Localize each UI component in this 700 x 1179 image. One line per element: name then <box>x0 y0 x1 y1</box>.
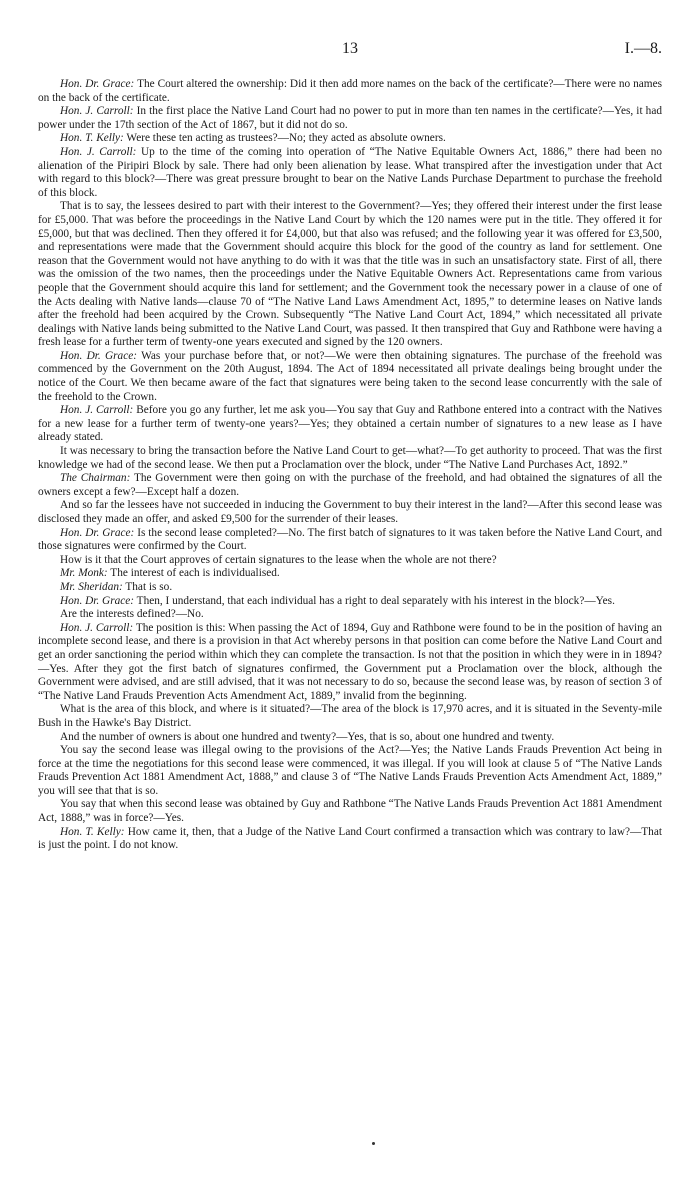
speaker-name: Hon. J. Carroll: <box>60 145 137 158</box>
paragraph-text: That is to say, the lessees desired to part with their interest to the Government?—Yes; they offered their interest under the first lease for £5,000. That was before the proceedings in the Native Land Court by which the 120 names were put in the title. They offered it for £5,000, but that was declined. Then they offered it for £4,000, but that also was refused; and the following year it was offered for £3,500, and representations were made that the Government should acquire this block for the good of the country as land for settlement. One reason that the Government would not have anything to do with it was that the title was in such an unsatisfactory state. First of all, there was the omission of the two names, then the proceedings under the Native Equitable Owners Act. Representations came from various people that the Government should acquire this land for settlement; and the Government took the necessary power in a clause of one of the Acts dealing with Native lands—clause 70 of “The Native Land Laws Amendment Act, 1895,” to determine leases on Native lands after the freehold had been acquired by the Crown. Subsequently “The Native Land Court Act, 1894,” which necessitated all private dealings with Native lands being submitted to the Native Land Court, was passed. It then transpired that Guy and Rathbone were having a fresh lease for a further term of twenty-one years executed and signed by the 120 owners. <box>38 200 662 349</box>
speaker-name: Hon. T. Kelly: <box>60 132 124 145</box>
speaker-name: Hon. J. Carroll: <box>60 621 134 634</box>
paragraph-text: The interest of each is individualised. <box>107 567 280 580</box>
paragraph <box>38 350 662 404</box>
paragraph-text: You say the second lease was illegal owing to the provisions of the Act?—Yes; the Native Lands Frauds Prevention Act being in force at the time the negotiations for this second lease were commenced, it was illegal. If you will look at clause 5 of “The Native Lands Frauds Prevention Act 1881 Amendment Act, 1888,” and clause 3 of “The Native Lands Frauds Prevention Acts Amendment Act, 1889,” you will see that that is so. <box>38 744 662 797</box>
speaker-name: The Chairman: <box>60 472 131 485</box>
speaker-name: Hon. T. Kelly: <box>60 825 125 838</box>
paragraph <box>38 608 662 622</box>
speaker-name: Mr. Sheridan: <box>60 580 123 593</box>
document-reference: I.—8. <box>624 40 662 57</box>
paragraph <box>38 581 662 595</box>
paragraph-text: How is it that the Court approves of certain signatures to the lease when the whole are not there? <box>60 553 497 566</box>
paragraph-text: The position is this: When passing the Act of 1894, Guy and Rathbone were found to be in the position of having an incomplete second lease, and there is a provision in that Act whereby persons in that position can come before the Native Land Court and get an order sanctioning the period within which they can complete the transaction. Is not that the position in which they were in in 1894?—Yes. After they got the first batch of signatures confirmed, the Government put a Proclamation over the block, although the Government were advised, and are still advised, that it was not necessary to do so, because the second lease was, by reason of section 3 of “The Native Land Frauds Prevention Acts Amendment Act, 1889,” invalid from the beginning. <box>38 621 663 702</box>
paragraph-text: What is the area of this block, and where is it situated?—The area of the block is 17,970 acres, and it is situated in the Seventy-mile Bush in the Hawke's Bay District. <box>38 703 662 729</box>
paragraph <box>38 703 662 730</box>
paragraph <box>38 567 662 581</box>
paragraph <box>38 499 662 526</box>
paragraph-text: The Court altered the ownership: Did it then add more names on the back of the certificate?—There were no names on the back of the certificate. <box>38 78 662 104</box>
page-number: 13 <box>342 40 358 57</box>
speaker-name: Hon. Dr. Grace: <box>60 594 135 607</box>
paragraph <box>38 554 662 568</box>
paragraph-text: And so far the lessees have not succeeded in inducing the Government to buy their interest in the land?—After this second lease was disclosed they made an offer, and asked £9,500 for the surrender of their leases. <box>38 499 662 525</box>
paragraph-text: In the first place the Native Land Court had no power to put in more than ten names in the certificate?—Yes, it had power under the 17th section of the Act of 1867, but it did not do so. <box>38 105 662 131</box>
paragraph-text: It was necessary to bring the transaction before the Native Land Court to get—what?—To get authority to proceed. That was the first knowledge we had of the second lease. We then put a Proclamation over the block, under “The Native Land Purchases Act, 1892.” <box>38 445 662 471</box>
paragraph-text: How came it, then, that a Judge of the Native Land Court confirmed a transaction which was contrary to law?—That is just the point. I do not know. <box>38 825 662 852</box>
paragraph-text: Were these ten acting as trustees?—No; they acted as absolute owners. <box>123 132 446 145</box>
footer-mark <box>372 1142 375 1145</box>
paragraph-text: Up to the time of the coming into operation of “The Native Equitable Owners Act, 1886,” there had been no alienation of the Piripiri Block by sale. There had only been alienation by lease. What transpired after the investigation under that Act with regard to this block?—There was great pressure brought to bear on the Native Lands Purchase Department to purchase the freehold of this block. <box>38 145 662 199</box>
speaker-name: Hon. J. Carroll: <box>60 404 134 417</box>
paragraph-text: You say that when this second lease was obtained by Guy and Rathbone “The Native Lands Frauds Prevention Act 1881 Amendment Act, 1888,” was in force?—Yes. <box>38 798 662 825</box>
paragraph-text: The Government were then going on with the purchase of the freehold, and had obtained the signatures of all the owners except a few?—Except half a dozen. <box>38 472 662 498</box>
paragraph-text: Is the second lease completed?—No. The first batch of signatures to it was taken before the Native Land Court, and those signatures were confirmed by the Court. <box>38 526 662 553</box>
paragraph <box>38 146 662 200</box>
paragraph <box>38 527 662 554</box>
paragraph-text: Are the interests defined?—No. <box>60 608 204 621</box>
paragraph-text: Then, I understand, that each individual has a right to deal separately with his interest in the block?—Yes. <box>134 594 615 607</box>
paragraph <box>38 798 662 825</box>
paragraph <box>38 744 662 798</box>
paragraph <box>38 595 662 609</box>
page-header <box>38 40 662 62</box>
paragraph <box>38 132 662 146</box>
speaker-name: Hon. Dr. Grace: <box>60 78 135 90</box>
paragraph-text: That is so. <box>122 580 173 593</box>
paragraph-text: And the number of owners is about one hundred and twenty?—Yes, that is so, about one hundred and twenty. <box>60 730 555 743</box>
paragraph <box>38 472 662 499</box>
paragraph <box>38 622 662 704</box>
paragraph <box>38 200 662 350</box>
paragraph-text: Was your purchase before that, or not?—We were then obtaining signatures. The purchase of the freehold was commenced by the Government on the 20th August, 1894. The Act of 1894 necessitated all private dealings being brought under the notice of the Court. We then became aware of the fact that signatures were being taken to the second lease concurrently with the sale of the freehold to the Crown. <box>38 349 662 403</box>
paragraph <box>38 826 662 853</box>
paragraph <box>38 78 662 105</box>
paragraph-text: Before you go any further, let me ask you—You say that Guy and Rathbone entered into a contract with the Natives for a new lease for a further term of twenty-one years?—Yes; they obtained a certain number of signatures to a new lease as I have already stated. <box>38 404 662 444</box>
paragraph <box>38 105 662 132</box>
speaker-name: Hon. Dr. Grace: <box>60 526 135 539</box>
speaker-name: Hon. J. Carroll: <box>60 105 134 118</box>
paragraph <box>38 404 662 445</box>
paragraph <box>38 731 662 745</box>
speaker-name: Mr. Monk: <box>60 567 108 580</box>
speaker-name: Hon. Dr. Grace: <box>60 349 137 362</box>
paragraph <box>38 445 662 472</box>
document-body <box>38 78 662 853</box>
